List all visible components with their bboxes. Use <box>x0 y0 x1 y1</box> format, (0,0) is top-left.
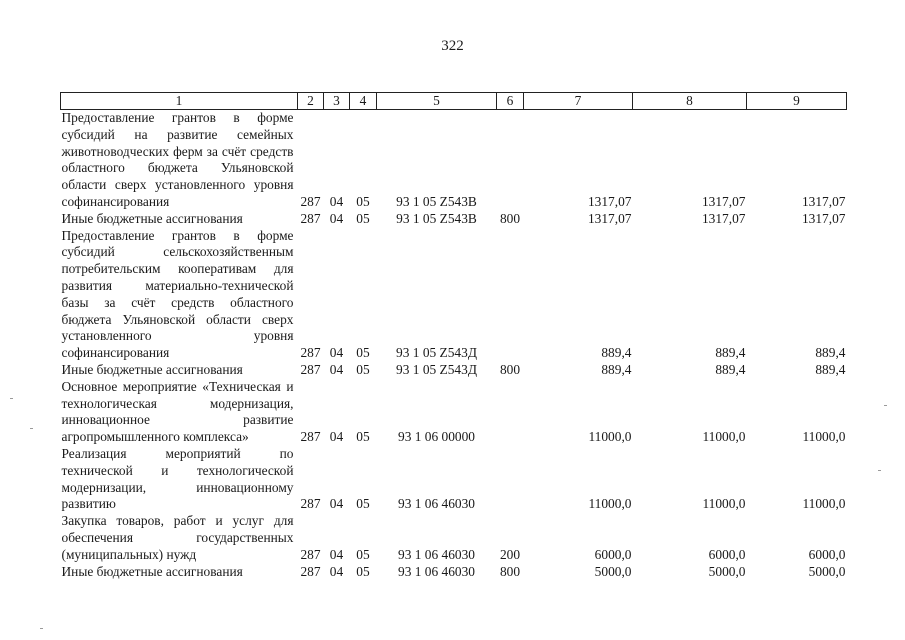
row-col-5: 93 1 06 46030 <box>398 546 475 562</box>
row-col-2: 287 <box>300 563 321 579</box>
row-col-2: 287 <box>300 496 321 512</box>
row-col-4: 05 <box>356 345 370 361</box>
row-col-9: 6000,0 <box>808 546 846 562</box>
row-col-6 <box>497 379 524 446</box>
row-col-8: 889,4 <box>715 361 746 377</box>
row-col-7: 11000,0 <box>588 429 632 445</box>
table-row <box>61 362 847 379</box>
row-col-4: 05 <box>356 563 370 579</box>
row-col-2: 287 <box>300 345 321 361</box>
row-col-5: 93 1 05 Z543Д <box>396 345 477 361</box>
row-col-4: 05 <box>356 496 370 512</box>
row-name: Иные бюджетные ассигнования <box>61 563 243 579</box>
row-col-4: 05 <box>356 361 370 377</box>
row-col-3: 04 <box>329 210 344 226</box>
page-number: 322 <box>441 38 464 54</box>
row-col-8: 889,4 <box>715 345 746 361</box>
row-col-4: 05 <box>356 193 370 209</box>
row-col-5: 93 1 05 Z543В <box>396 210 477 226</box>
row-col-3: 04 <box>329 429 344 445</box>
table-row <box>61 564 847 581</box>
header-col-5: 5 <box>377 93 497 110</box>
row-name: Иные бюджетные ассигнования <box>61 210 243 226</box>
row-name: Основное мероприятие «Техническая и технологическая модернизация, инновационное развитие агропромышленного комплекса» <box>61 378 294 445</box>
row-col-7: 889,4 <box>601 361 632 377</box>
scan-speck <box>10 398 13 399</box>
header-col-2: 2 <box>298 93 324 110</box>
row-col-6 <box>497 228 524 362</box>
row-name: Иные бюджетные ассигнования <box>61 361 243 377</box>
table-header <box>61 93 847 110</box>
row-col-7: 6000,0 <box>594 546 632 562</box>
header-col-6: 6 <box>497 93 524 110</box>
table-row <box>61 446 847 513</box>
row-col-5: 93 1 06 46030 <box>398 496 475 512</box>
table-row <box>61 379 847 446</box>
row-col-4: 05 <box>356 429 370 445</box>
row-col-2: 287 <box>300 210 321 226</box>
row-name: Предоставление грантов в форме субсидий на развитие семейных животноводческих ферм за счёт средств областного бюджета Ульяновской области сверх установленного уровня софинансирования <box>61 110 294 209</box>
table-row <box>61 228 847 362</box>
scan-speck <box>878 470 881 471</box>
row-col-9: 1317,07 <box>801 193 846 209</box>
row-col-8: 11000,0 <box>702 496 746 512</box>
row-col-2: 287 <box>300 546 321 562</box>
row-col-3: 04 <box>329 546 344 562</box>
row-col-4: 05 <box>356 210 370 226</box>
row-col-3: 04 <box>329 496 344 512</box>
row-col-7: 5000,0 <box>594 563 632 579</box>
row-col-5: 93 1 05 Z543В <box>396 193 477 209</box>
table-row <box>61 110 847 211</box>
row-col-6: 800 <box>499 210 521 226</box>
row-col-9: 889,4 <box>815 361 846 377</box>
budget-table <box>60 92 847 580</box>
row-col-5: 93 1 06 46030 <box>398 563 475 579</box>
row-col-9: 11000,0 <box>802 496 846 512</box>
row-col-8: 1317,07 <box>701 193 746 209</box>
header-col-8: 8 <box>633 93 747 110</box>
row-col-4: 05 <box>356 546 370 562</box>
row-col-7: 1317,07 <box>587 210 632 226</box>
scan-speck <box>884 405 887 406</box>
row-col-8: 11000,0 <box>702 429 746 445</box>
row-col-7: 889,4 <box>601 345 632 361</box>
row-col-2: 287 <box>300 193 321 209</box>
row-col-7: 11000,0 <box>588 496 632 512</box>
row-col-6: 200 <box>499 546 521 562</box>
scan-speck <box>40 628 43 629</box>
row-col-6 <box>497 110 524 211</box>
scan-speck <box>30 428 33 429</box>
table-row <box>61 211 847 228</box>
row-col-8: 5000,0 <box>708 563 746 579</box>
row-col-9: 889,4 <box>815 345 846 361</box>
table-body <box>61 110 847 581</box>
row-col-8: 1317,07 <box>701 210 746 226</box>
header-col-7: 7 <box>524 93 633 110</box>
row-name: Реализация мероприятий по технической и технологической модернизации, инновационному развитию <box>61 445 294 512</box>
row-name: Закупка товаров, работ и услуг для обеспечения государственных (муниципальных) нужд <box>61 513 294 562</box>
header-col-4: 4 <box>350 93 377 110</box>
row-name: Предоставление грантов в форме субсидий сельскохозяйственным потребительским кооперативам для развития материально-технической базы за счёт средств областного бюджета Ульяновской области сверх установленного уровня софинансирования <box>61 227 294 361</box>
row-col-6: 800 <box>499 563 521 579</box>
row-col-7: 1317,07 <box>587 193 632 209</box>
row-col-8: 6000,0 <box>708 546 746 562</box>
row-col-3: 04 <box>329 563 344 579</box>
row-col-6: 800 <box>499 361 521 377</box>
header-col-1: 1 <box>61 93 298 110</box>
row-col-5: 93 1 06 00000 <box>398 429 475 445</box>
header-col-9: 9 <box>747 93 847 110</box>
row-col-3: 04 <box>329 193 344 209</box>
row-col-3: 04 <box>329 345 344 361</box>
row-col-2: 287 <box>300 429 321 445</box>
row-col-9: 1317,07 <box>801 210 846 226</box>
table-row <box>61 513 847 563</box>
row-col-9: 11000,0 <box>802 429 846 445</box>
row-col-5: 93 1 05 Z543Д <box>396 361 477 377</box>
row-col-6 <box>497 446 524 513</box>
row-col-2: 287 <box>300 361 321 377</box>
header-col-3: 3 <box>324 93 350 110</box>
row-col-3: 04 <box>329 361 344 377</box>
row-col-9: 5000,0 <box>808 563 846 579</box>
